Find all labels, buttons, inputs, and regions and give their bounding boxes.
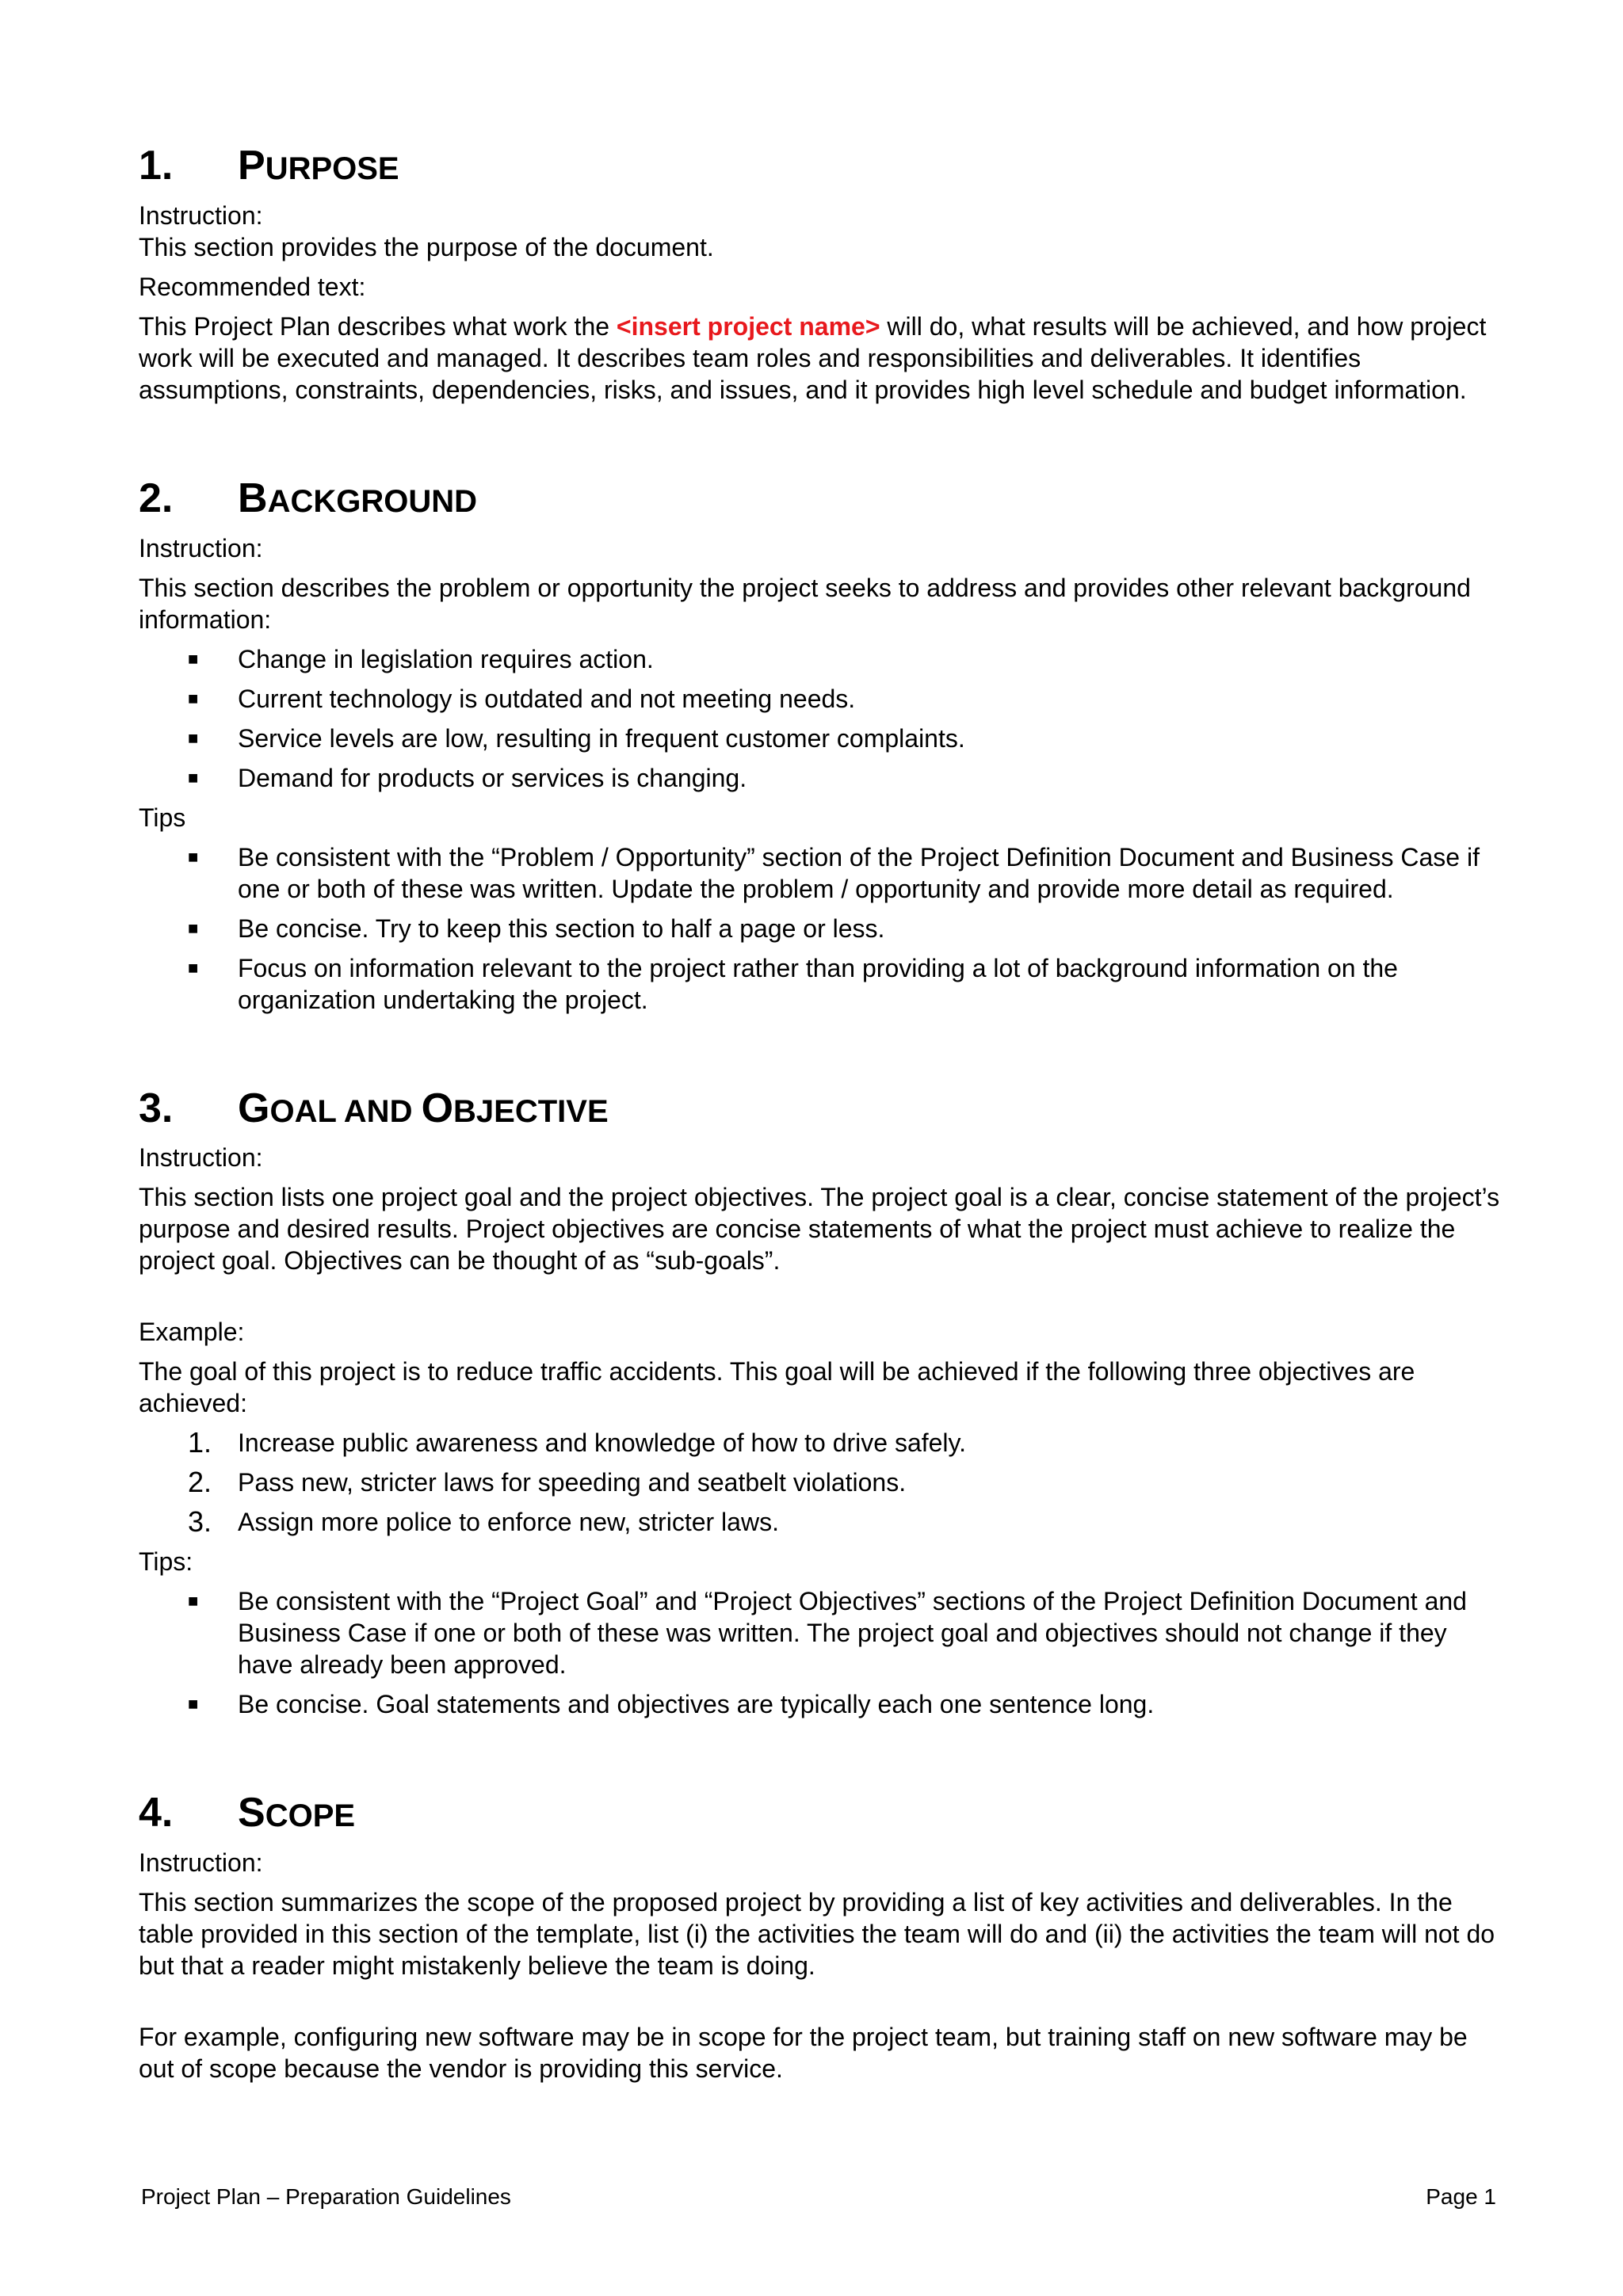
tips-label: Tips — [139, 803, 186, 832]
tips-label: Tips: — [139, 1547, 193, 1577]
bullet-icon: ■ — [188, 846, 199, 867]
recommended-text: This Project Plan describes what work the <insert project name> will do, what results will be achieved, and how project work will be executed and managed. It describes team roles and responsibilities and deliverables. It identifies assumptions, constraints, dependencies, risks, and issues, and it provides high level schedule and budget information. — [139, 311, 1487, 404]
recommended-label: Recommended text: — [139, 272, 366, 301]
bullet-icon: ■ — [188, 1591, 199, 1611]
section-scope — [139, 1790, 1502, 2084]
bullet-icon: ■ — [188, 917, 199, 938]
instruction-text: This section describes the problem or opportunity the project seeks to address and provides other relevant background information: — [139, 573, 1471, 634]
list-item: ■ Current technology is outdated and not meeting needs. — [139, 683, 1502, 715]
section-goal-objective — [139, 1085, 1502, 1721]
list-item: ■ Be concise. Try to keep this section to half a page or less. — [139, 913, 1502, 944]
list-item: ■ Service levels are low, resulting in frequent customer complaints. — [139, 723, 1502, 754]
section-heading: 2. BACKGROUND — [139, 475, 477, 521]
page-number: Page 1 — [1426, 2184, 1496, 2209]
bullet-icon: ■ — [188, 1694, 199, 1714]
document-page — [139, 143, 1502, 2092]
instruction-label: Instruction: — [139, 533, 263, 563]
instruction-text: This section provides the purpose of the document. — [139, 232, 714, 261]
list-item: 1. Increase public awareness and knowledge of how to drive safely. — [188, 1426, 967, 1459]
list-item: ■ Focus on information relevant to the project rather than providing a lot of background information on the organization undertaking the project. — [139, 952, 1502, 1016]
bullet-icon: ■ — [188, 957, 199, 978]
instruction-label: Instruction: — [139, 200, 263, 230]
example-label: Example: — [139, 1318, 245, 1347]
list-item: ■ Demand for products or services is changing. — [139, 762, 1502, 794]
objectives-list — [139, 1427, 1502, 1538]
section-heading: 1. PURPOSE — [139, 143, 399, 189]
placeholder-project-name: <insert project name> — [616, 311, 880, 341]
example-text: For example, configuring new software may be in scope for the project team, but training staff on new software may be out of scope because the vendor is providing this service. — [139, 2023, 1468, 2084]
section-purpose — [139, 143, 1502, 406]
bullet-icon: ■ — [188, 648, 199, 669]
list-item: 2. Pass new, stricter laws for speeding and seatbelt violations. — [188, 1466, 907, 1499]
list-item: 3. Assign more police to enforce new, stricter laws. — [188, 1505, 779, 1539]
list-item: ■ Be concise. Goal statements and objectives are typically each one sentence long. — [139, 1688, 1502, 1720]
bullet-icon: ■ — [188, 688, 199, 708]
tips-list — [139, 1585, 1502, 1720]
instruction-text: This section lists one project goal and the project objectives. The project goal is a clear, concise statement of the project’s purpose and desired results. Project objectives are concise statements of what the project must achieve to realize the project goal. Objectives can be thought of as “sub-goals”. — [139, 1183, 1500, 1276]
background-list — [139, 643, 1502, 794]
section-background — [139, 475, 1502, 1016]
section-heading: 3. GOAL AND OBJECTIVE — [139, 1085, 609, 1131]
section-heading: 4. SCOPE — [139, 1790, 356, 1836]
instruction-text: This section summarizes the scope of the proposed project by providing a list of key activities and deliverables. In the table provided in this section of the template, list (i) the activities the team will do and (ii) the activities the team will not do but that a reader might mistakenly believe the team is doing. — [139, 1888, 1495, 1981]
instruction-label: Instruction: — [139, 1143, 263, 1173]
bullet-icon: ■ — [188, 767, 199, 788]
tips-list — [139, 841, 1502, 1016]
bullet-icon: ■ — [188, 727, 199, 748]
footer-title: Project Plan – Preparation Guidelines — [141, 2184, 511, 2209]
page-footer — [141, 2183, 1496, 2210]
example-text: The goal of this project is to reduce traffic accidents. This goal will be achieved if the following three objectives are achieved: — [139, 1357, 1415, 1418]
list-item: ■ Be consistent with the “Project Goal” and “Project Objectives” sections of the Project Definition Document and Business Case if one or both of these was written. The project goal and objectives should not change if they have already been approved. — [139, 1585, 1502, 1680]
list-item: ■ Be consistent with the “Problem / Opportunity” section of the Project Definition Document and Business Case if one or both of these was written. Update the problem / opportunity and provide more detail as required. — [139, 841, 1502, 905]
list-item: ■ Change in legislation requires action. — [139, 643, 1502, 675]
instruction-label: Instruction: — [139, 1848, 263, 1878]
